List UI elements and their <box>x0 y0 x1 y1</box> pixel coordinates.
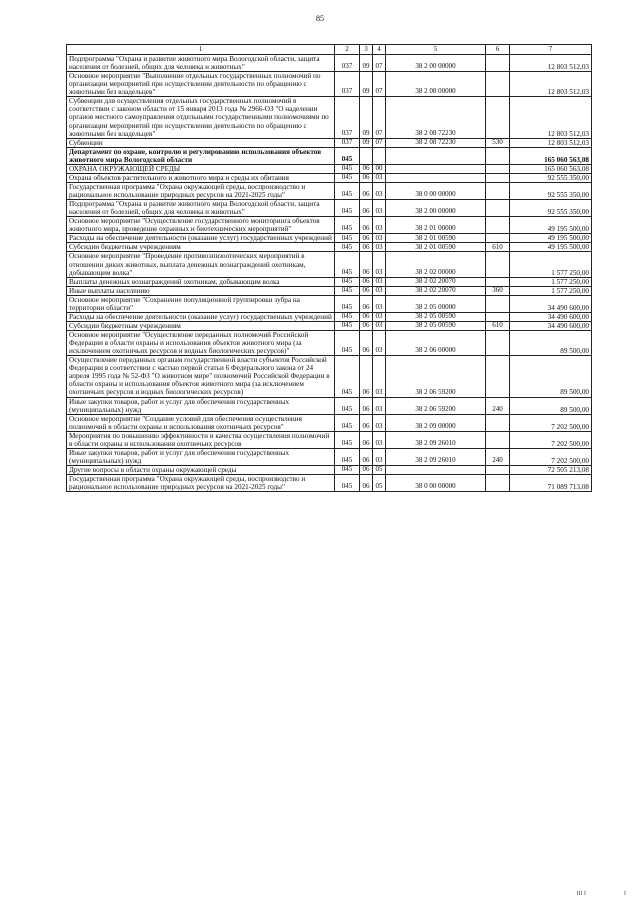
row-amount: 92 555 350,00 <box>510 200 592 217</box>
row-name: Подпрограмма "Охрана и развитие животного мира Вологодской области, защита населения от болезней, общих для человека и животных" <box>67 55 335 72</box>
row-expense-type <box>486 466 510 475</box>
row-target-article: 38 2 02 20070 <box>386 286 486 295</box>
row-section: 09 <box>360 55 373 72</box>
table-row <box>67 397 592 414</box>
row-amount: 92 555 350,00 <box>510 173 592 182</box>
row-amount: 1 577 250,00 <box>510 252 592 277</box>
row-admin-code: 037 <box>335 97 360 138</box>
row-subsection: 05 <box>373 475 386 492</box>
row-admin-code: 045 <box>335 414 360 431</box>
row-name: Иные закупки товаров, работ и услуг для обеспечения государственных (муниципальных) нужд <box>67 397 335 414</box>
table-row <box>67 252 592 277</box>
header-col-2: 2 <box>335 45 360 55</box>
row-target-article: 38 2 09 26010 <box>386 448 486 465</box>
row-name: Субсидии бюджетным учреждениям <box>67 243 335 252</box>
row-subsection: 03 <box>373 173 386 182</box>
row-expense-type: 610 <box>486 243 510 252</box>
row-target-article <box>386 147 486 164</box>
row-admin-code: 045 <box>335 475 360 492</box>
row-admin-code: 045 <box>335 286 360 295</box>
row-amount: 34 490 600,00 <box>510 312 592 321</box>
row-target-article: 38 2 00 00000 <box>386 200 486 217</box>
row-admin-code: 045 <box>335 252 360 277</box>
table-row <box>67 217 592 234</box>
row-name: Расходы на обеспечение деятельности (оказание услуг) государственных учреждений <box>67 234 335 243</box>
row-expense-type <box>486 356 510 397</box>
row-target-article: 38 2 08 72230 <box>386 97 486 138</box>
row-name: Департамент по охране, контролю и регулированию использования объектов животного мира Вологодской области <box>67 147 335 164</box>
header-col-1: 1 <box>67 45 335 55</box>
header-col-3: 3 <box>360 45 373 55</box>
row-admin-code: 045 <box>335 448 360 465</box>
row-expense-type: 530 <box>486 138 510 147</box>
header-row <box>67 45 592 55</box>
row-admin-code: 045 <box>335 321 360 330</box>
row-amount: 89 500,00 <box>510 356 592 397</box>
table-row <box>67 331 592 356</box>
header-col-6: 6 <box>486 45 510 55</box>
row-name: Иные выплаты населению <box>67 286 335 295</box>
row-subsection: 03 <box>373 414 386 431</box>
row-target-article: 38 2 05 00000 <box>386 295 486 312</box>
row-name: Расходы на обеспечение деятельности (оказание услуг) государственных учреждений <box>67 312 335 321</box>
row-section: 06 <box>360 164 373 173</box>
row-subsection: 03 <box>373 217 386 234</box>
row-admin-code: 045 <box>335 312 360 321</box>
row-expense-type <box>486 200 510 217</box>
row-expense-type <box>486 475 510 492</box>
row-amount: 12 803 512,03 <box>510 138 592 147</box>
header-col-4: 4 <box>373 45 386 55</box>
row-subsection: 03 <box>373 312 386 321</box>
row-target-article: 38 2 06 59200 <box>386 397 486 414</box>
table-row <box>67 138 592 147</box>
row-target-article: 38 2 08 72230 <box>386 138 486 147</box>
row-name: Основное мероприятие "Проведение противоэпизоотических мероприятий в отношении диких животных, выплата денежных вознаграждений охотникам, добывающим волка" <box>67 252 335 277</box>
row-amount: 165 060 563,08 <box>510 164 592 173</box>
row-target-article: 38 2 09 00000 <box>386 414 486 431</box>
row-target-article: 38 2 06 59200 <box>386 356 486 397</box>
row-admin-code: 045 <box>335 431 360 448</box>
row-target-article: 38 2 08 00000 <box>386 72 486 97</box>
table-row <box>67 466 592 475</box>
row-subsection <box>373 147 386 164</box>
row-admin-code: 045 <box>335 164 360 173</box>
row-expense-type <box>486 147 510 164</box>
row-subsection: 07 <box>373 55 386 72</box>
row-admin-code: 045 <box>335 466 360 475</box>
row-admin-code: 045 <box>335 182 360 199</box>
row-subsection: 03 <box>373 448 386 465</box>
row-amount: 89 500,00 <box>510 331 592 356</box>
row-subsection: 03 <box>373 286 386 295</box>
row-subsection: 03 <box>373 321 386 330</box>
row-section: 06 <box>360 431 373 448</box>
row-subsection: 03 <box>373 182 386 199</box>
table-row <box>67 448 592 465</box>
row-name: Мероприятия по повышению эффективности и качества осуществления полномочий в области охраны и использования охотничьих ресурсов <box>67 431 335 448</box>
row-target-article <box>386 173 486 182</box>
row-section: 06 <box>360 312 373 321</box>
row-name: Государственная программа "Охрана окружающей среды, воспроизводство и рациональное использование природных ресурсов на 2021-2025 годы" <box>67 182 335 199</box>
row-expense-type <box>486 234 510 243</box>
row-subsection: 03 <box>373 200 386 217</box>
row-expense-type <box>486 414 510 431</box>
row-admin-code: 045 <box>335 200 360 217</box>
table-row <box>67 173 592 182</box>
row-section: 06 <box>360 475 373 492</box>
row-expense-type <box>486 173 510 182</box>
row-section: 06 <box>360 321 373 330</box>
row-section: 06 <box>360 331 373 356</box>
row-subsection: 03 <box>373 234 386 243</box>
row-section: 06 <box>360 356 373 397</box>
row-section: 09 <box>360 138 373 147</box>
row-amount: 7 202 500,00 <box>510 414 592 431</box>
table-row <box>67 97 592 138</box>
row-admin-code: 037 <box>335 72 360 97</box>
row-subsection: 03 <box>373 252 386 277</box>
row-subsection: 03 <box>373 295 386 312</box>
row-subsection: 03 <box>373 277 386 286</box>
row-amount: 72 505 213,08 <box>510 466 592 475</box>
row-amount: 165 060 563,08 <box>510 147 592 164</box>
row-name: Выплаты денежных вознаграждений охотникам, добывающим волка <box>67 277 335 286</box>
row-amount: 92 555 350,00 <box>510 182 592 199</box>
table-row <box>67 243 592 252</box>
table-row <box>67 234 592 243</box>
row-target-article: 38 0 00 00000 <box>386 182 486 199</box>
row-admin-code: 045 <box>335 331 360 356</box>
row-subsection: 03 <box>373 331 386 356</box>
row-section: 06 <box>360 200 373 217</box>
row-name: Основное мероприятие "Выполнение отдельных государственных полномочий по организации мероприятий при осуществлении деятельности по обращению с животными без владельцев" <box>67 72 335 97</box>
table-body <box>67 55 592 492</box>
row-admin-code: 045 <box>335 356 360 397</box>
row-amount: 7 202 500,00 <box>510 431 592 448</box>
row-target-article: 38 2 01 00590 <box>386 243 486 252</box>
row-admin-code: 045 <box>335 243 360 252</box>
row-amount: 49 195 500,00 <box>510 243 592 252</box>
budget-table <box>66 44 592 492</box>
row-expense-type <box>486 164 510 173</box>
row-expense-type <box>486 331 510 356</box>
row-admin-code: 045 <box>335 147 360 164</box>
row-section: 06 <box>360 234 373 243</box>
row-expense-type <box>486 312 510 321</box>
row-amount: 71 089 713,08 <box>510 475 592 492</box>
row-amount: 34 490 600,00 <box>510 321 592 330</box>
row-admin-code: 045 <box>335 217 360 234</box>
row-section: 06 <box>360 173 373 182</box>
row-admin-code: 045 <box>335 277 360 286</box>
row-target-article: 38 2 09 26010 <box>386 431 486 448</box>
row-expense-type <box>486 295 510 312</box>
table-row <box>67 147 592 164</box>
row-section: 06 <box>360 277 373 286</box>
row-name: Основное мероприятие "Осуществление государственного мониторинга объектов животного мира, проведение охранных и биотехнических мероприятий" <box>67 217 335 234</box>
table-row <box>67 312 592 321</box>
header-col-5: 5 <box>386 45 486 55</box>
row-expense-type <box>486 182 510 199</box>
row-amount: 12 803 512,03 <box>510 72 592 97</box>
row-target-article <box>386 164 486 173</box>
row-amount: 7 202 500,00 <box>510 448 592 465</box>
row-target-article: 38 2 05 00590 <box>386 321 486 330</box>
row-target-article: 38 2 06 00000 <box>386 331 486 356</box>
row-section: 06 <box>360 252 373 277</box>
row-subsection: 03 <box>373 431 386 448</box>
row-target-article: 38 0 00 00000 <box>386 475 486 492</box>
row-target-article: 38 2 02 00000 <box>386 252 486 277</box>
row-name: Основное мероприятие "Создание условий для обеспечения осуществления полномочий в области охраны и использования охотничьих ресурсов" <box>67 414 335 431</box>
row-section: 06 <box>360 414 373 431</box>
row-expense-type: 360 <box>486 286 510 295</box>
row-name: Охрана объектов растительного и животного мира и среды их обитания <box>67 173 335 182</box>
row-expense-type <box>486 55 510 72</box>
row-subsection: 00 <box>373 164 386 173</box>
row-name: Государственная программа "Охрана окружающей среды, воспроизводство и рациональное использование природных ресурсов на 2021-2025 годы" <box>67 475 335 492</box>
row-section: 06 <box>360 466 373 475</box>
footer-mark-right: І <box>624 891 626 897</box>
table-row <box>67 55 592 72</box>
table-row <box>67 277 592 286</box>
row-expense-type <box>486 97 510 138</box>
table-row <box>67 414 592 431</box>
table-row <box>67 475 592 492</box>
row-subsection: 07 <box>373 97 386 138</box>
row-expense-type: 240 <box>486 448 510 465</box>
row-subsection: 03 <box>373 243 386 252</box>
row-section: 06 <box>360 243 373 252</box>
row-subsection: 05 <box>373 466 386 475</box>
row-amount: 12 803 512,03 <box>510 55 592 72</box>
row-target-article: 38 2 00 00000 <box>386 55 486 72</box>
row-admin-code: 045 <box>335 234 360 243</box>
row-amount: 12 803 512,03 <box>510 97 592 138</box>
row-section: 09 <box>360 72 373 97</box>
row-amount: 1 577 250,00 <box>510 286 592 295</box>
row-name: Субсидии бюджетным учреждениям <box>67 321 335 330</box>
row-subsection: 03 <box>373 356 386 397</box>
row-expense-type <box>486 217 510 234</box>
row-admin-code: 045 <box>335 295 360 312</box>
row-amount: 1 577 250,00 <box>510 277 592 286</box>
row-target-article: 38 2 05 00590 <box>386 312 486 321</box>
row-name: Субвенции для осуществления отдельных государственных полномочий в соответствии с законом области от 15 января 2013 года № 2966-ОЗ "О наделении органов местного самоуправления отдельными государственными полномочиями по организации мероприятий при осуществлении деятельности по обращению с животными без владельцев" <box>67 97 335 138</box>
row-section: 09 <box>360 97 373 138</box>
row-amount: 34 490 600,00 <box>510 295 592 312</box>
row-section: 06 <box>360 217 373 234</box>
table-row <box>67 182 592 199</box>
row-admin-code: 037 <box>335 138 360 147</box>
table-row <box>67 356 592 397</box>
row-expense-type <box>486 431 510 448</box>
row-target-article: 38 2 01 00590 <box>386 234 486 243</box>
page-number: 85 <box>316 14 324 23</box>
row-name: ОХРАНА ОКРУЖАЮЩЕЙ СРЕДЫ <box>67 164 335 173</box>
row-section <box>360 147 373 164</box>
row-amount: 49 195 500,00 <box>510 217 592 234</box>
row-section: 06 <box>360 286 373 295</box>
row-name: Осуществление переданных органам государственной власти субъектов Российской Федерации в соответствии с частью первой статьи 6 Федерального закона от 24 апреля 1995 года № 52-ФЗ "О животном мире" полномочий Российской Федерации в области охраны и использования объектов животного мира (за исключением охотничьих ресурсов и водных биологических ресурсов) <box>67 356 335 397</box>
table-row <box>67 431 592 448</box>
row-expense-type <box>486 72 510 97</box>
table-row <box>67 200 592 217</box>
row-name: Иные закупки товаров, работ и услуг для обеспечения государственных (муниципальных) нужд <box>67 448 335 465</box>
row-section: 06 <box>360 397 373 414</box>
row-name: Другие вопросы в области охраны окружающей среды <box>67 466 335 475</box>
row-admin-code: 037 <box>335 55 360 72</box>
row-name: Основное мероприятие "Сохранение популяционной группировки зубра на территории области" <box>67 295 335 312</box>
row-subsection: 07 <box>373 72 386 97</box>
row-name: Основное мероприятие "Осуществление переданных полномочий Российской Федерации в области охраны и использования объектов животного мира (за исключением охотничьих ресурсов и водных биологических ресурсов)" <box>67 331 335 356</box>
table-row <box>67 321 592 330</box>
row-amount: 49 195 500,00 <box>510 234 592 243</box>
table-row <box>67 286 592 295</box>
row-target-article: 38 2 02 20070 <box>386 277 486 286</box>
row-target-article: 38 2 01 00000 <box>386 217 486 234</box>
table-row <box>67 164 592 173</box>
table-row <box>67 295 592 312</box>
header-col-7: 7 <box>510 45 592 55</box>
table-row <box>67 72 592 97</box>
row-section: 06 <box>360 182 373 199</box>
row-name: Субвенции <box>67 138 335 147</box>
row-expense-type: 240 <box>486 397 510 414</box>
row-expense-type: 610 <box>486 321 510 330</box>
row-amount: 89 500,00 <box>510 397 592 414</box>
row-admin-code: 045 <box>335 397 360 414</box>
row-target-article <box>386 466 486 475</box>
row-section: 06 <box>360 295 373 312</box>
row-expense-type <box>486 277 510 286</box>
row-subsection: 03 <box>373 397 386 414</box>
footer-mark: ІІІ І <box>576 891 586 897</box>
row-subsection: 07 <box>373 138 386 147</box>
row-name: Подпрограмма "Охрана и развитие животного мира Вологодской области, защита населения от болезней, общих для человека и животных" <box>67 200 335 217</box>
row-admin-code: 045 <box>335 173 360 182</box>
row-expense-type <box>486 252 510 277</box>
row-section: 06 <box>360 448 373 465</box>
